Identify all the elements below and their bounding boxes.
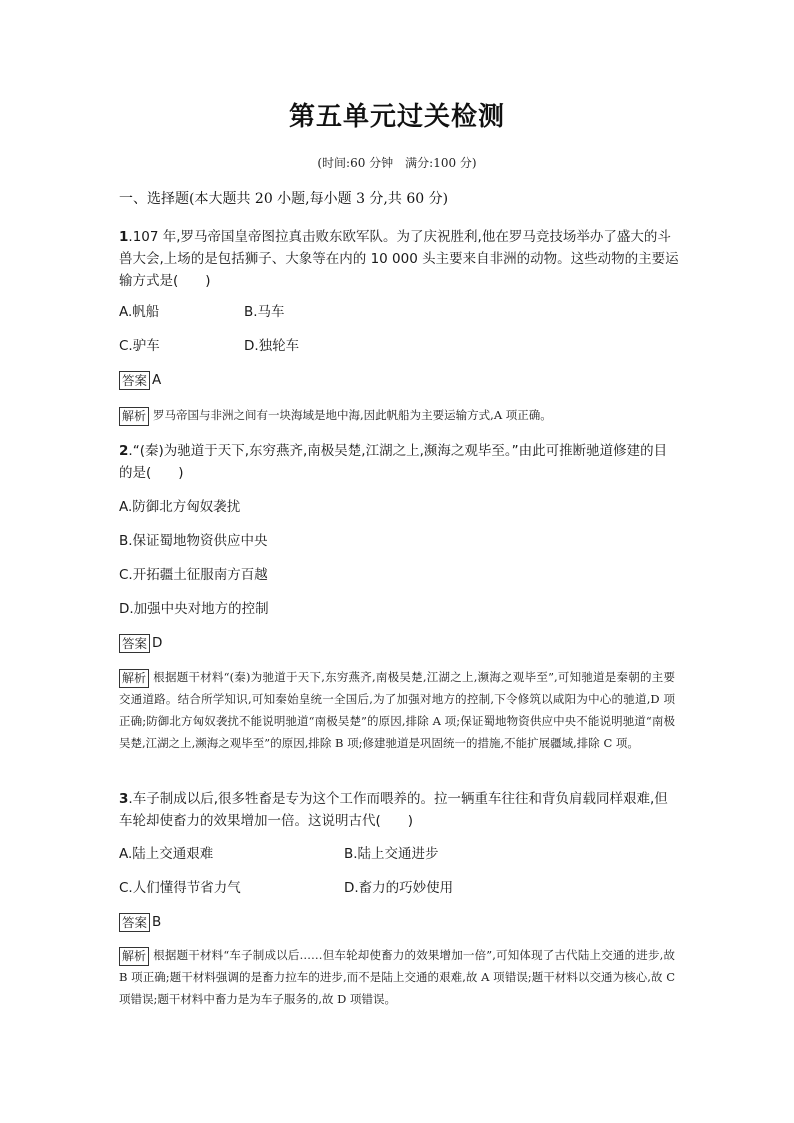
- explanation-text: 罗马帝国与非洲之间有一块海域是地中海,因此帆船为主要运输方式,A 项正确。: [153, 408, 552, 422]
- answer-row: [119, 912, 161, 932]
- answer-value: A: [152, 372, 162, 388]
- answer-row: [119, 370, 161, 390]
- question-number: 1: [119, 229, 129, 245]
- explanation-1: [119, 404, 675, 426]
- option-a: A.防御北方匈奴袭扰: [119, 499, 241, 515]
- explanation-text: 根据题干材料“车子制成以后……但车轮却使畜力的效果增加一倍”,可知体现了古代陆上交通的进步,故 B 项正确;题干材料强调的是畜力拉车的进步,而不是陆上交通的艰难,故 A 项错误;题干材料以交通为核心,故 C 项错误;题干材料中畜力是为车子服务的,故 D 项错误。: [119, 948, 675, 1006]
- option-b: B.马车: [244, 304, 285, 320]
- page-title: 第五单元过关检测: [288, 102, 505, 132]
- question-text: .“(秦)为驰道于天下,东穷燕齐,南极吴楚,江湖之上,濒海之观毕至。”由此可推断驰道修建的目的是( ): [119, 443, 668, 481]
- option-a: A.帆船: [119, 304, 160, 320]
- question-number: 3: [119, 791, 129, 807]
- explanation-tag: 解析: [119, 407, 149, 426]
- answer-tag: 答案: [119, 634, 150, 653]
- option-a: A.陆上交通艰难: [119, 846, 214, 862]
- question-3: [119, 788, 679, 832]
- question-1: [119, 226, 679, 292]
- answer-row: [119, 633, 162, 653]
- exam-info: (时间:60 分钟 满分:100 分): [317, 156, 477, 170]
- option-b: B.保证蜀地物资供应中央: [119, 533, 268, 549]
- question-number: 2: [119, 443, 129, 459]
- explanation-text: 根据题干材料“(秦)为驰道于天下,东穷燕齐,南极吴楚,江湖之上,濒海之观毕至”,可知驰道是秦朝的主要交通道路。结合所学知识,可知秦始皇统一全国后,为了加强对地方的控制,下令修筑以咸阳为中心的驰道,D 项正确;防御北方匈奴袭扰不能说明驰道“南极吴楚”的原因,排除 A 项;保证蜀地物资供应中央不能说明驰道“南极吴楚,江湖之上,濒海之观毕至”的原因,排除 B 项;修建驰道是巩固统一的措施,不能扩展疆域,排除 C 项。: [119, 670, 675, 750]
- question-text: .107 年,罗马帝国皇帝图拉真击败东欧军队。为了庆祝胜利,他在罗马竞技场举办了盛大的斗兽大会,上场的是包括狮子、大象等在内的 10 000 头主要来自非洲的动物。这些动物的主要运输方式是( ): [119, 229, 679, 289]
- question-2: [119, 440, 679, 484]
- explanation-tag: 解析: [119, 947, 149, 966]
- option-c: C.驴车: [119, 338, 160, 354]
- answer-tag: 答案: [119, 913, 150, 932]
- section-heading: 一、选择题(本大题共 20 小题,每小题 3 分,共 60 分): [119, 191, 449, 207]
- question-text: .车子制成以后,很多牲畜是专为这个工作而喂养的。拉一辆重车往往和背负肩载同样艰难,但车轮却使畜力的效果增加一倍。这说明古代( ): [119, 791, 668, 829]
- explanation-2: [119, 666, 675, 754]
- option-d: D.畜力的巧妙使用: [344, 880, 454, 896]
- option-d: D.独轮车: [244, 338, 300, 354]
- answer-tag: 答案: [119, 371, 150, 390]
- explanation-tag: 解析: [119, 669, 149, 688]
- option-b: B.陆上交通进步: [344, 846, 439, 862]
- answer-value: D: [152, 635, 163, 651]
- option-c: C.开拓疆土征服南方百越: [119, 567, 268, 583]
- option-d: D.加强中央对地方的控制: [119, 601, 269, 617]
- answer-value: B: [152, 914, 162, 930]
- explanation-3: [119, 944, 675, 1010]
- option-c: C.人们懂得节省力气: [119, 880, 241, 896]
